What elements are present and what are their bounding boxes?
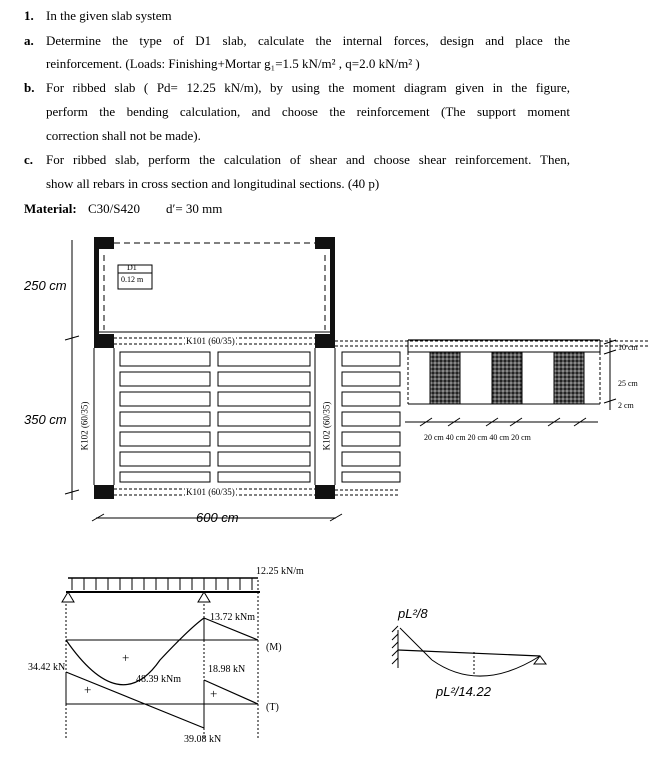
section-dim-10: 10 cm — [618, 343, 638, 352]
shear-left: 34.42 kN — [28, 662, 66, 673]
load-label: 12.25 kN/m — [256, 566, 304, 577]
part-b-label: b. — [24, 80, 35, 95]
section-dim-2: 2 cm — [618, 401, 634, 410]
slab-name: D1 — [127, 263, 137, 272]
question-title: In the given slab system — [46, 8, 172, 23]
part-a-label: a. — [24, 33, 34, 48]
beam-bottom: K101 (60/35) — [185, 484, 236, 500]
question-number: 1. — [24, 8, 34, 23]
label-v: (T) — [266, 702, 279, 713]
slab-thickness: 0.12 m — [121, 275, 144, 284]
part-c-line1: For ribbed slab, perform the calculation of shear and choose shear reinforcement. Then, — [46, 152, 570, 167]
material-value: C30/S420 — [88, 201, 141, 216]
rib-cross-section — [405, 338, 616, 426]
part-b-line2: perform the bending calculation, and choose the reinforcement (The support moment — [46, 104, 570, 119]
part-b-line3: correction shall not be made). — [46, 128, 201, 143]
plus-shear-right: + — [210, 686, 218, 701]
formula-top: pL²/8 — [398, 606, 428, 621]
part-b-line1: For ribbed slab ( Pd= 12.25 kN/m), by using the moment diagram given in the figure, — [46, 80, 570, 95]
formula-bottom: pL²/14.22 — [436, 684, 491, 699]
part-a-line1: Determine the type of D1 slab, calculate the internal forces, design and place the — [46, 33, 570, 48]
part-c-line2: show all rebars in cross section and longitudinal sections. (40 p) — [46, 176, 380, 191]
part-a-line2: reinforcement. (Loads: Finishing+Mortar g₁=1.5 kN/m² , q=2.0 kN/m² ) — [46, 56, 420, 71]
label-m: (M) — [266, 642, 282, 653]
moment-sketch — [392, 626, 546, 676]
dim-width: 600 cm — [196, 510, 239, 525]
beam-left: K102 (60/35) — [79, 401, 90, 451]
moment-span: 48.39 kNm — [136, 674, 181, 685]
plus-shear-left: + — [84, 682, 92, 697]
cover-value: d′= 30 mm — [166, 201, 223, 216]
shear-mid: 18.98 kN — [208, 664, 246, 675]
material-label: Material: — [24, 201, 77, 216]
moment-support: 13.72 kNm — [210, 612, 255, 623]
beam-right: K102 (60/35) — [321, 401, 332, 451]
section-dim-25: 25 cm — [618, 379, 638, 388]
shear-bottom: 39.08 kN — [184, 734, 222, 745]
plus-moment: + — [122, 650, 130, 665]
part-c-label: c. — [24, 152, 34, 167]
force-diagrams — [62, 578, 260, 740]
dim-bottom: 350 cm — [24, 412, 67, 427]
section-bottom-dims: 20 cm 40 cm 20 cm 40 cm 20 cm — [424, 433, 531, 442]
dim-top: 250 cm — [24, 278, 67, 293]
beam-top: K101 (60/35) — [185, 333, 236, 349]
